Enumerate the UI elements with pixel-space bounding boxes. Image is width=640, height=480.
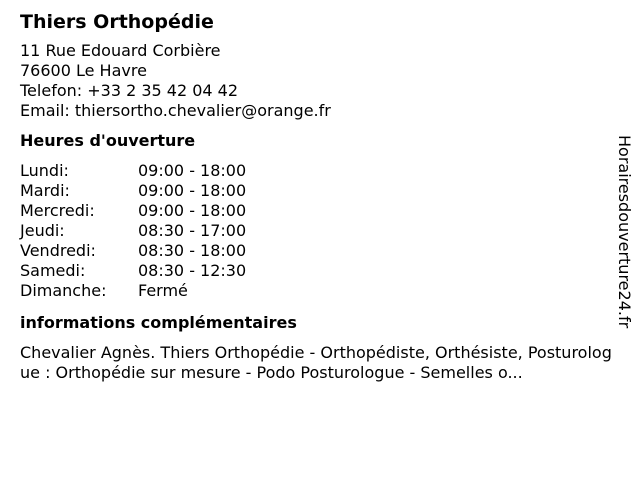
hours-day: Mercredi: — [20, 201, 95, 220]
hours-time: Fermé — [138, 281, 188, 300]
business-name: Thiers Orthopédie — [20, 11, 214, 33]
hours-day: Vendredi: — [20, 241, 96, 260]
hours-row — [20, 201, 612, 221]
hours-day: Samedi: — [20, 261, 86, 280]
hours-row — [20, 281, 612, 301]
hours-time: 08:30 - 12:30 — [138, 261, 247, 280]
email-line: Email: thiersortho.chevalier@orange.fr — [20, 101, 331, 120]
hours-time: 09:00 - 18:00 — [138, 161, 247, 180]
opening-hours-table — [20, 161, 612, 301]
additional-info-heading: informations complémentaires — [20, 313, 297, 332]
hours-row — [20, 161, 612, 181]
hours-day: Lundi: — [20, 161, 69, 180]
business-details — [20, 10, 612, 383]
hours-row — [20, 241, 612, 261]
additional-info-text: Chevalier Agnès. Thiers Orthopédie - Orthopédiste, Orthésiste, Posturologue : Orthopédie sur mesure - Podo Posturologue - Semelles o... — [20, 343, 612, 382]
address-street: 11 Rue Edouard Corbière — [20, 41, 221, 60]
hours-time: 09:00 - 18:00 — [138, 181, 247, 200]
hours-day: Mardi: — [20, 181, 70, 200]
phone-line: Telefon: +33 2 35 42 04 42 — [20, 81, 239, 100]
hours-row — [20, 261, 612, 281]
hours-time: 08:30 - 18:00 — [138, 241, 247, 260]
hours-time: 08:30 - 17:00 — [138, 221, 247, 240]
site-watermark: Horairesdouverture24.fr — [615, 135, 634, 329]
hours-day: Dimanche: — [20, 281, 107, 300]
hours-row — [20, 181, 612, 201]
opening-hours-heading: Heures d'ouverture — [20, 131, 196, 150]
hours-time: 09:00 - 18:00 — [138, 201, 247, 220]
hours-row — [20, 221, 612, 241]
hours-day: Jeudi: — [20, 221, 65, 240]
address-city: 76600 Le Havre — [20, 61, 147, 80]
